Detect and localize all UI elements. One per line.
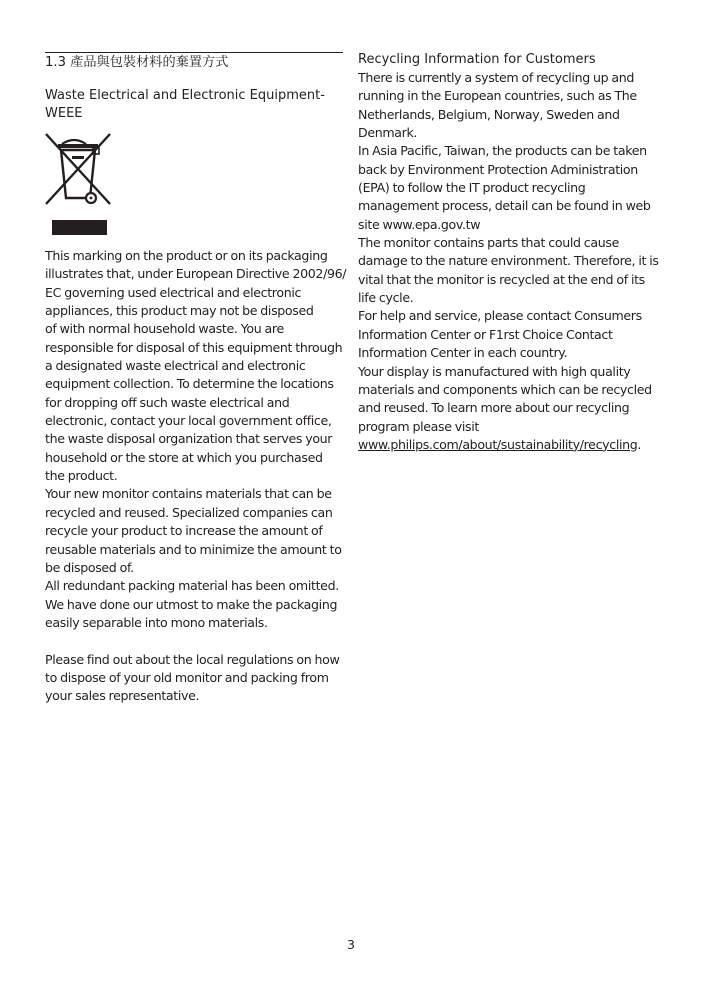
subheading-line: WEEE [45, 106, 83, 122]
link-line [358, 436, 658, 454]
text-line: Your new monitor contains materials that can be [45, 486, 332, 502]
weee-subheading [45, 87, 345, 124]
subheading-line: Waste Electrical and Electronic Equipment- [45, 88, 325, 103]
text-line: All redundant packing material has been omitted. [45, 578, 339, 594]
text-line: For help and service, please contact Consumers [358, 308, 642, 324]
text-line: household or the store at which you purchased [45, 449, 323, 465]
text-line: equipment collection. To determine the locations [45, 376, 334, 392]
section-number: 1.3 [45, 55, 66, 70]
text-line: The monitor contains parts that could cause [358, 235, 619, 251]
text-line: a designated waste electrical and electronic [45, 358, 306, 374]
text-line: program please visit [358, 418, 479, 434]
link-suffix: . [637, 436, 642, 452]
recycling-info-heading: Recycling Information for Customers [358, 52, 596, 67]
text-line: to dispose of your old monitor and packing from [45, 669, 329, 685]
text-line: running in the European countries, such as The [358, 88, 637, 104]
recycling-info-body [358, 69, 658, 454]
text-line: for dropping off such waste electrical and [45, 394, 290, 410]
paragraph-recyclable-materials [45, 485, 345, 577]
section-title-text: 產品與包裝材料的棄置方式 [70, 55, 229, 70]
text-line: easily separable into mono materials. [45, 614, 268, 630]
text-line: responsible for disposal of this equipment through [45, 339, 343, 355]
text-line: recycled and reused. Specialized companies can [45, 504, 333, 520]
text-line: of with normal household waste. You are [45, 321, 284, 337]
weee-crossed-out-bin-icon [44, 132, 114, 237]
text-line: life cycle. [358, 290, 414, 306]
text-line: We have done our utmost to make the packaging [45, 596, 338, 612]
text-line: management process, detail can be found in web [358, 198, 651, 214]
text-line: Information Center or F1rst Choice Contact [358, 326, 613, 342]
text-line: the product. [45, 468, 118, 484]
paragraph-local-regulations [45, 651, 345, 706]
text-line: Please find out about the local regulations on how [45, 651, 340, 667]
text-line: back by Environment Protection Administration [358, 161, 638, 177]
philips-recycling-link[interactable]: www.philips.com/about/sustainability/recycling [358, 436, 638, 452]
text-line: be disposed of. [45, 559, 134, 575]
text-line: EC governing used electrical and electronic [45, 284, 302, 300]
text-line: In Asia Pacific, Taiwan, the products can be taken [358, 143, 647, 159]
text-line: appliances, this product may not be disposed [45, 303, 314, 319]
text-line: electronic, contact your local government office, [45, 413, 332, 429]
paragraph-packing-material [45, 577, 345, 632]
page-number: 3 [346, 937, 355, 952]
text-line: recycle your product to increase the amount of [45, 523, 323, 539]
text-line: site www.epa.gov.tw [358, 216, 481, 232]
section-title [45, 54, 228, 72]
text-line: This marking on the product or on its packaging [45, 248, 328, 263]
text-line: and reused. To learn more about our recycling [358, 400, 630, 416]
text-line: (EPA) to follow the IT product recycling [358, 180, 586, 196]
paragraph-weee-marking [45, 247, 345, 485]
weee-body [45, 247, 345, 706]
text-line: the waste disposal organization that serves your [45, 431, 333, 447]
text-line: reusable materials and to minimize the amount to [45, 541, 342, 557]
text-line: Netherlands, Belgium, Norway, Sweden and [358, 106, 620, 122]
text-line: Information Center in each country. [358, 345, 568, 361]
text-line: your sales representative. [45, 688, 200, 704]
text-line: There is currently a system of recycling up and [358, 70, 635, 85]
text-line: Your display is manufactured with high quality [358, 363, 631, 379]
text-line: vital that the monitor is recycled at the end of its [358, 271, 645, 287]
text-line: illustrates that, under European Directive 2002/96/ [45, 266, 347, 282]
text-line: damage to the nature environment. Therefore, it is [358, 253, 659, 269]
section-rule [45, 52, 343, 53]
text-line: materials and components which can be recycled [358, 381, 652, 397]
paragraph-gap [45, 632, 345, 650]
text-line: Denmark. [358, 125, 418, 141]
